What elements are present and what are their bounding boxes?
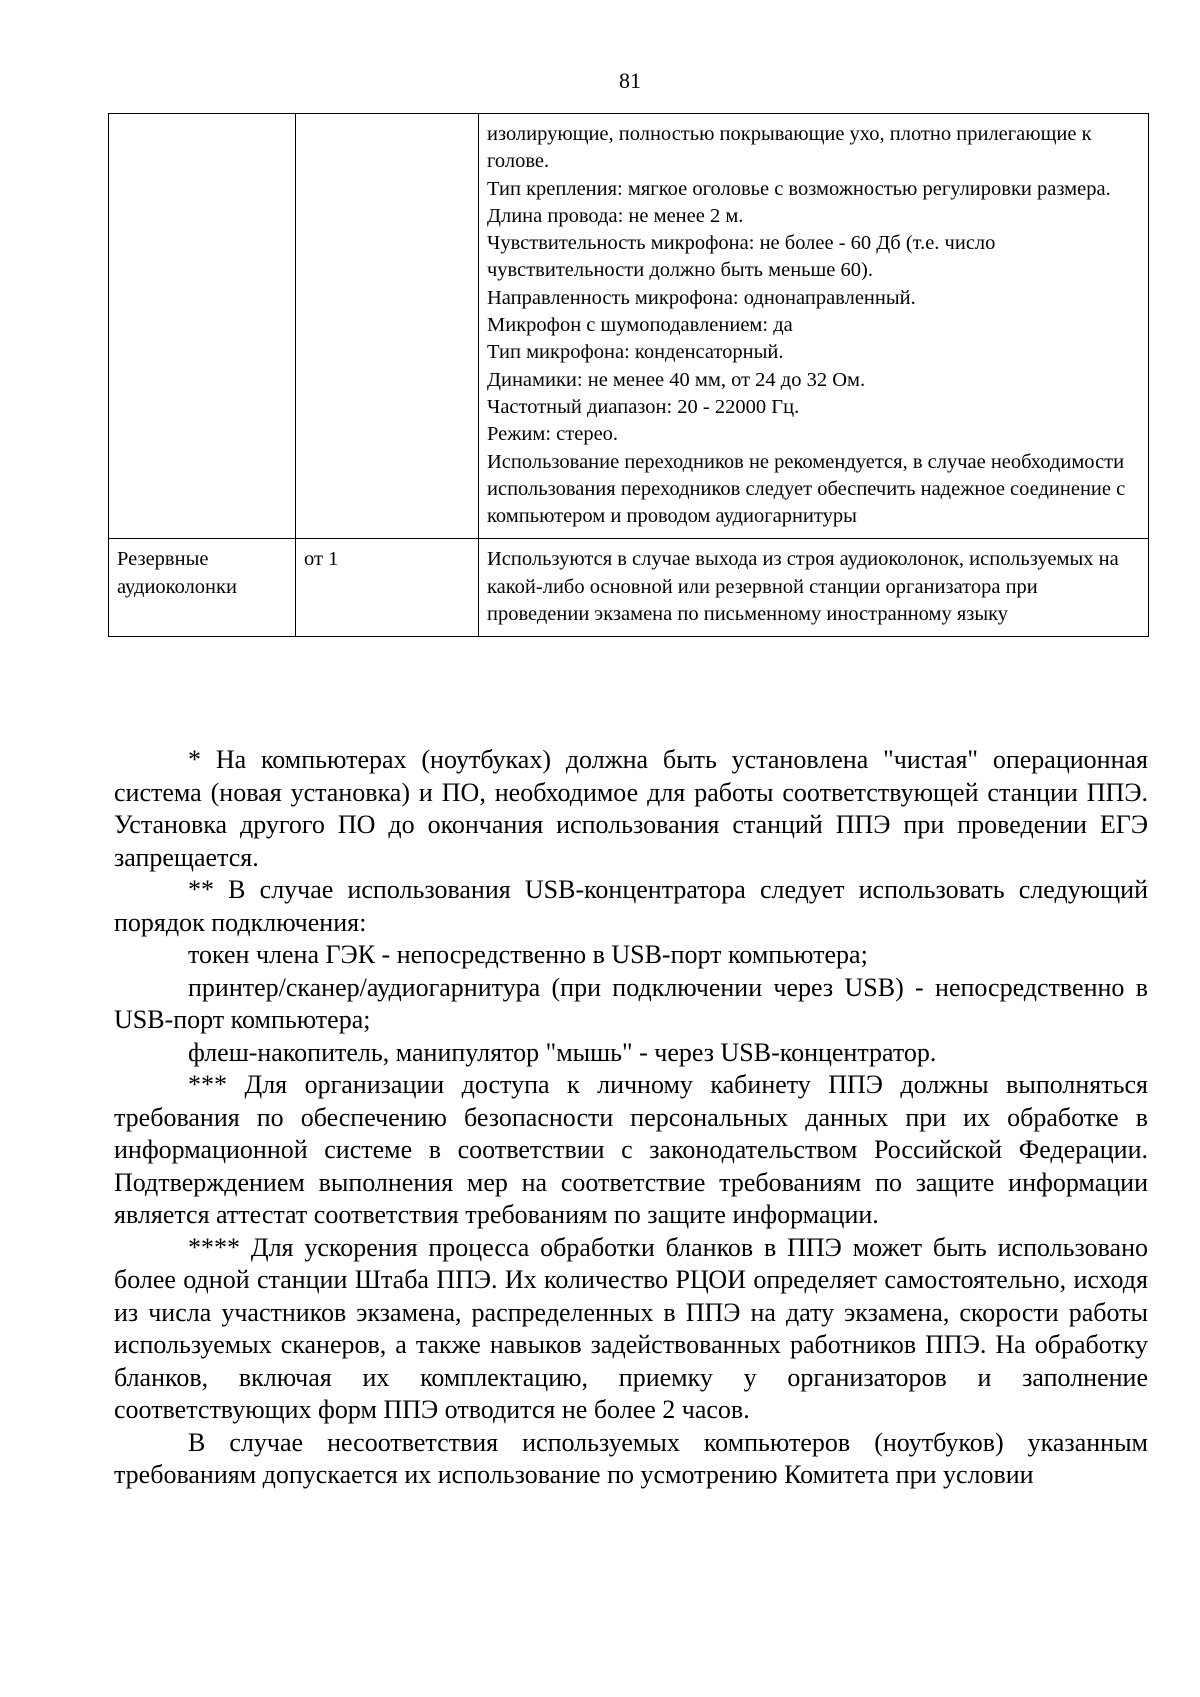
requirement-line: Тип микрофона: конденсаторный. bbox=[487, 341, 784, 364]
cell-equipment-name bbox=[109, 114, 296, 539]
requirement-line: Чувствительность микрофона: не более - 60 Дб (т.е. число чувствительности должно быть меньше 60). bbox=[487, 232, 996, 282]
requirement-line: Динамики: не менее 40 мм, от 24 до 32 Ом. bbox=[487, 368, 866, 391]
connection-order-item: токен члена ГЭК - непосредственно в USB-порт компьютера; bbox=[188, 940, 868, 969]
connection-order-item: принтер/сканер/аудиогарнитура (при подключении через USB) - непосредственно в USB-порт компьютера; bbox=[114, 972, 1148, 1034]
requirement-line: Режим: стерео. bbox=[487, 423, 619, 446]
cell-equipment-name: Резервные аудиоколонки bbox=[109, 539, 296, 637]
footnote-paragraph: ** В случае использования USB-концентратора следует использовать следующий порядок подключения: bbox=[114, 875, 1148, 937]
connection-order-item: флеш-накопитель, манипулятор "мышь" - через USB-концентратор. bbox=[188, 1037, 937, 1067]
cell-quantity: от 1 bbox=[296, 539, 479, 637]
footnote-paragraph: *** Для организации доступа к личному кабинету ППЭ должны выполняться требования по обеспечению безопасности персональных данных при их обработке в информационной системе в соответствии с законодательством Российской Федерации. Подтверждением выполнения мер на соответствие требованиям по защите информации является аттестат соответствия требованиям по защите информации. bbox=[114, 1070, 1148, 1229]
equipment-requirements-table bbox=[108, 113, 1149, 637]
table-row-headset-continuation bbox=[109, 114, 1149, 539]
table-row-backup-speakers bbox=[109, 539, 1149, 637]
footnote-paragraph: **** Для ускорения процесса обработки бланков в ППЭ может быть использовано более одной станции Штаба ППЭ. Их количество РЦОИ определяет самостоятельно, исходя из числа участников экзамена, распределенных в ППЭ на дату экзамена, скорости работы используемых сканеров, а также навыков задействованных работников ППЭ. На обработку бланков, включая их комплектацию, приемку у организаторов и заполнение соответствующих форм ППЭ отводится не более 2 часов. bbox=[114, 1232, 1148, 1424]
footnote-paragraph: * На компьютерах (ноутбуках) должна быть установлена "чистая" операционная система (новая установка) и ПО, необходимое для работы соответствующей станции ППЭ. Установка другого ПО до окончания использования станций ППЭ при проведении ЕГЭ запрещается. bbox=[114, 745, 1148, 872]
requirement-line: изолирующие, полностью покрывающие ухо, плотно прилегающие к голове. bbox=[487, 123, 1092, 173]
cell-requirements: Используются в случае выхода из строя аудиоколонок, используемых на какой-либо основной или резервной станции организатора при проведении экзамена по письменному иностранному языку bbox=[479, 539, 1149, 637]
footnotes-section bbox=[114, 744, 1148, 1492]
page-number: 81 bbox=[619, 68, 641, 93]
requirement-line: Тип крепления: мягкое оголовье с возможностью регулировки размера. bbox=[487, 177, 1111, 200]
requirement-line: Использование переходников не рекомендуется, в случае необходимости использования переходников следует обеспечить надежное соединение с компьютером и проводом аудиогарнитуры bbox=[487, 450, 1126, 528]
requirement-line: Длина провода: не менее 2 м. bbox=[487, 204, 744, 227]
requirement-line: Направленность микрофона: однонаправленный. bbox=[487, 286, 916, 309]
cell-quantity bbox=[296, 114, 479, 539]
requirement-line: Микрофон с шумоподавлением: да bbox=[487, 314, 793, 337]
cell-requirements bbox=[479, 114, 1149, 539]
requirement-line: Частотный диапазон: 20 - 22000 Гц. bbox=[487, 395, 800, 418]
body-paragraph: В случае несоответствия используемых компьютеров (ноутбуков) указанным требованиям допускается их использование по усмотрению Комитета при условии bbox=[114, 1427, 1148, 1489]
